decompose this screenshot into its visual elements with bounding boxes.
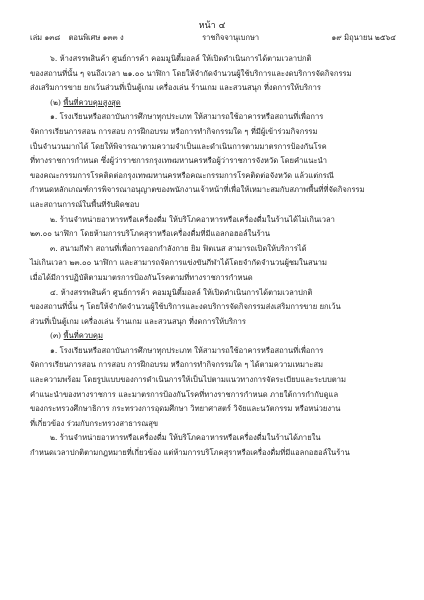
paragraph-line: ๓. สนามกีฬา สถานที่เพื่อการออกกำลังกาย ยิม ฟิตเนส สามารถเปิดให้บริการได้ <box>50 243 307 253</box>
paragraph-line: ๑. โรงเรียนหรือสถาบันการศึกษาทุกประเภท ให้สามารถใช้อาคารหรือสถานที่เพื่อการ <box>50 112 324 122</box>
paragraph-line: ของคณะกรรมการโรคติดต่อกรุงเทพมหานครหรือคณะกรรมการโรคติดต่อจังหวัด แล้วแต่กรณี <box>30 170 334 180</box>
publication-date: ๑๙ มิถุนายน ๒๕๖๔ <box>331 33 396 42</box>
paragraph-line: จัดการเรียนการสอน การสอบ การฝึกอบรม หรือการทำกิจกรรมใด ๆ ที่มีผู้เข้าร่วมกิจกรรม <box>30 126 318 136</box>
paragraph-line: ส่งเสริมการขาย ยกเว้นส่วนที่เป็นตู้เกม เครื่องเล่น ร้านเกม และสวนสนุก ที่งดการให้บริการ <box>30 83 321 93</box>
paragraph-line: ๒. ร้านจำหน่ายอาหารหรือเครื่องดื่ม ให้บริโภคอาหารหรือเครื่องดื่มในร้านได้ไม่เกินเวลา <box>50 214 335 224</box>
paragraph-line: ของสถานที่นั้น ๆ จนถึงเวลา ๒๑.๐๐ นาฬิกา โดยให้จำกัดจำนวนผู้ใช้บริการและงดบริการจัดกิจกรรม <box>30 68 352 78</box>
section-title: พื้นที่ควบคุมสูงสุด <box>63 97 121 107</box>
gazette-title: ราชกิจจานุเบกษา <box>202 33 260 42</box>
paragraph-line: ที่ทางราชการกำหนด ซึ่งผู้ว่าราชการกรุงเทพมหานครหรือผู้ว่าราชการจังหวัด โดยคำแนะนำ <box>30 156 327 166</box>
document-body <box>30 52 396 461</box>
paragraph-line: ๒๓.๐๐ นาฬิกา โดยห้ามการบริโภคสุราหรือเครื่องดื่มที่มีแอลกอฮอล์ในร้าน <box>30 229 271 239</box>
paragraph-line: ๑. โรงเรียนหรือสถาบันการศึกษาทุกประเภท ให้สามารถใช้อาคารหรือสถานที่เพื่อการ <box>50 345 324 355</box>
section-heading <box>50 96 396 111</box>
volume-label: เล่ม ๑๓๘ <box>30 33 61 42</box>
section-heading <box>50 329 396 344</box>
paragraph-line: กำหนดเวลาปกติตามกฎหมายที่เกี่ยวข้อง แต่ห้ามการบริโภคสุราหรือเครื่องดื่มที่มีแอลกอฮอล์ในร้าน <box>30 448 350 458</box>
page-number: หน้า ๔ <box>198 21 226 31</box>
paragraph-line: และสถานการณ์ในพื้นที่รับผิดชอบ <box>30 199 140 209</box>
paragraph-line: ของสถานที่นั้น ๆ โดยให้จำกัดจำนวนผู้ใช้บริการและงดบริการจัดกิจกรรมส่งเสริมการขาย ยกเว้น <box>30 302 341 312</box>
paragraph-line: ส่วนที่เป็นตู้เกม เครื่องเล่น ร้านเกม และสวนสนุก ที่งดการให้บริการ <box>30 316 246 326</box>
paragraph-line: เมื่อได้มีการปฏิบัติตามมาตรการป้องกันโรคตามที่ทางราชการกำหนด <box>30 272 253 282</box>
section-label: ตอนพิเศษ ๑๓๓ ง <box>68 33 124 42</box>
paragraph-line: จัดการเรียนการสอน การสอบ การฝึกอบรม หรือการทำกิจกรรมใด ๆ ได้ตามความเหมาะสม <box>30 360 323 370</box>
paragraph-line: เป็นจำนวนมากได้ โดยให้พิจารณาตามความจำเป็นและดำเนินการตามมาตรการป้องกันโรค <box>30 141 327 151</box>
paragraph-line: ๖. ห้างสรรพสินค้า ศูนย์การค้า คอมมูนิตี้มอลล์ ให้เปิดดำเนินการได้ตามเวลาปกติ <box>50 54 312 63</box>
section-number: (๓) <box>50 331 62 341</box>
paragraph-line: คำแนะนำของทางราชการ และมาตรการป้องกันโรคที่ทางราชการกำหนด ภายใต้การกำกับดูแล <box>30 389 339 399</box>
paragraph-line: ของกระทรวงศึกษาธิการ กระทรวงการอุดมศึกษา วิทยาศาสตร์ วิจัยและนวัตกรรม หรือหน่วยงาน <box>30 404 341 414</box>
paragraph-line: ที่เกี่ยวข้อง ร่วมกับกระทรวงสาธารณสุข <box>30 418 159 428</box>
paragraph-line: ไม่เกินเวลา ๒๓.๐๐ นาฬิกา และสามารถจัดการแข่งขันกีฬาได้โดยจำกัดจำนวนผู้ชมในสนาม <box>30 258 328 268</box>
paragraph-line: ๔. ห้างสรรพสินค้า ศูนย์การค้า คอมมูนิตี้มอลล์ ให้เปิดดำเนินการได้ตามเวลาปกติ <box>50 287 313 297</box>
paragraph-line: กำหนดหลักเกณฑ์การพิจารณาอนุญาตของพนักงานเจ้าหน้าที่เพื่อให้เหมาะสมกับสภาพพื้นที่ที่จัดกิจกรรม <box>30 185 365 195</box>
paragraph-line: และความพร้อม โดยรูปแบบของการดำเนินการให้เป็นไปตามแนวทางการจัดระเบียบและระบบตาม <box>30 375 346 385</box>
page-header <box>30 32 396 44</box>
section-title: พื้นที่ควบคุม <box>63 331 103 341</box>
paragraph-line: ๒. ร้านจำหน่ายอาหารหรือเครื่องดื่ม ให้บริโภคอาหารหรือเครื่องดื่มในร้านได้ภายใน <box>50 433 321 443</box>
section-number: (๒) <box>50 97 61 107</box>
